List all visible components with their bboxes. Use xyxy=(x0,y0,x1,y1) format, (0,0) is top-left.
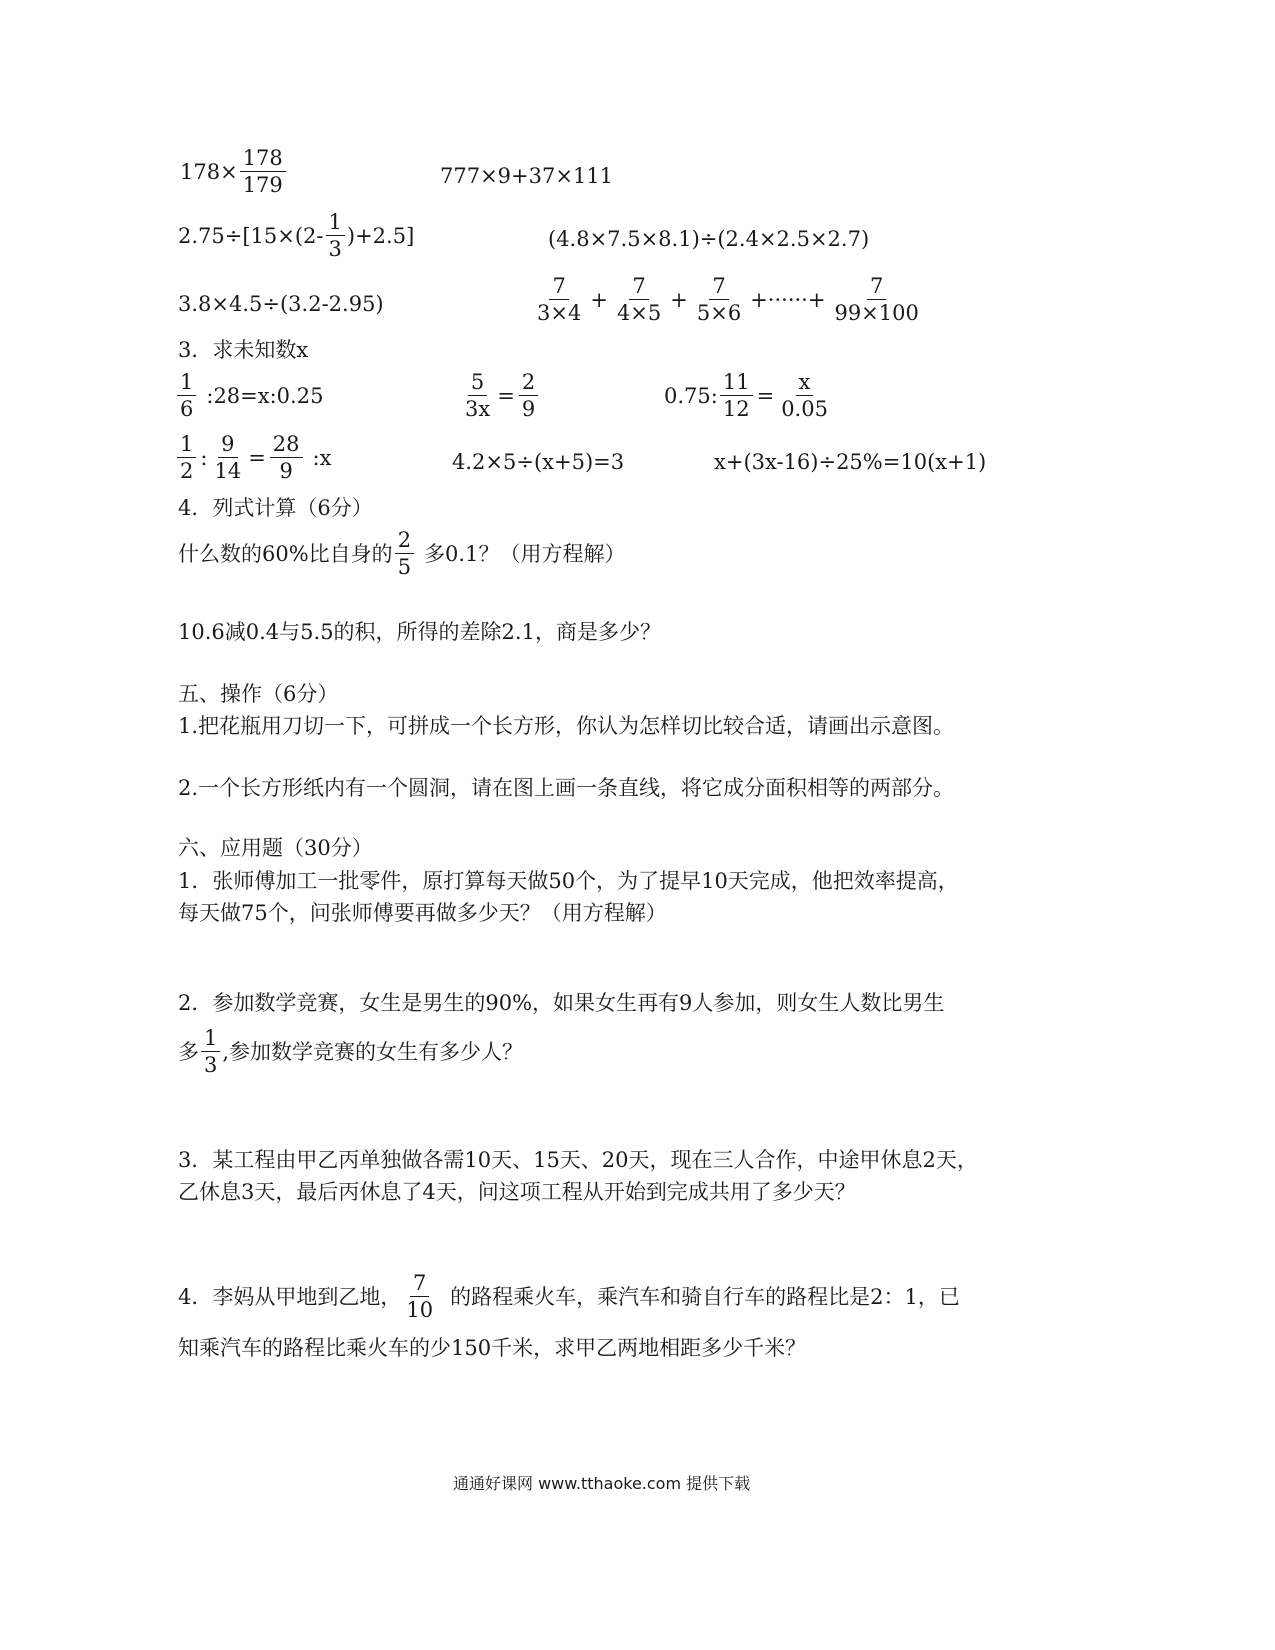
fraction: $\frac{178}{179}$ xyxy=(240,148,286,196)
fraction: $\frac{1}{6}$ xyxy=(177,372,196,420)
section-6-question-3-line-2: 乙休息3天，最后丙休息了4天，问这项工程从开始到完成共用了多少天？ xyxy=(178,1180,856,1204)
section-6-question-4-line-1: 4．李妈从甲地到乙地， $\frac{7}{10}$ 的路程乘火车，乘汽车和骑自行车的路程比是2：1，已 xyxy=(178,1271,960,1322)
section-4-title: 4．列式计算（6分） xyxy=(178,496,373,520)
expr-1 xyxy=(180,148,288,196)
section-4-question-1: 什么数的60%比自身的 $\frac{2}{5}$ 多0.1？（用方程解） xyxy=(178,528,626,579)
equation-1: $\frac{1}{6}$ :28=x:0.25 xyxy=(175,372,323,420)
fraction: $\frac{7}{4\times 5}$ xyxy=(616,274,662,325)
fraction: $\frac{2}{5}$ xyxy=(395,530,414,578)
fraction: $\frac{28}{9}$ xyxy=(270,434,303,482)
section-4-question-2: 10.6减0.4与5.5的积，所得的差除2.1，商是多少？ xyxy=(178,620,661,644)
section-6-question-2-line-2: 多 $\frac{1}{3}$ ,参加数学竞赛的女生有多少人？ xyxy=(178,1026,524,1077)
fraction: $\frac{11}{12}$ xyxy=(720,372,753,420)
footer-credit: 通通好课网 www.tthaoke.com 提供下载 xyxy=(453,1474,751,1493)
section-6-question-1-line-2: 每天做75个，问张师傅要再做多少天？（用方程解） xyxy=(178,901,667,925)
fraction: $\frac{1}{2}$ xyxy=(177,434,196,482)
equation-5: 4.2×5÷(x+5)=3 xyxy=(452,450,625,474)
equation-4: $\frac{1}{2}$ : $\frac{9}{14}$ = $\frac{28}{9}$ :x xyxy=(175,434,331,482)
section-3-title: 3．求未知数x xyxy=(178,338,309,362)
fraction: $\frac{9}{14}$ xyxy=(214,432,242,483)
section-6-title: 六、应用题（30分） xyxy=(178,836,373,860)
equation-2: $\frac{5}{3x}$ = $\frac{2}{9}$ xyxy=(460,372,540,420)
section-6-question-3-line-1: 3．某工程由甲乙丙单独做各需10天、15天、20天，现在三人合作，中途甲休息2天， xyxy=(178,1148,978,1172)
fraction: $\frac{7}{10}$ xyxy=(406,1271,434,1322)
section-5-question-2: 2.一个长方形纸内有一个圆洞，请在图上画一条直线，将它成分面积相等的两部分。 xyxy=(178,776,955,800)
fraction: $\frac{1}{3}$ xyxy=(326,212,345,260)
fraction: $\frac{2}{9}$ xyxy=(519,372,538,420)
section-6-question-4-line-2: 知乘汽车的路程比乘火车的少150千米，求甲乙两地相距多少千米？ xyxy=(178,1336,807,1360)
expr-3-lead: 2.75÷[15×(2- xyxy=(178,223,324,248)
section-6-question-2-line-1: 2．参加数学竞赛，女生是男生的90%，如果女生再有9人参加，则女生人数比男生 xyxy=(178,991,945,1015)
section-6-question-1-line-1: 1．张师傅加工一批零件，原打算每天做50个，为了提早10天完成，他把效率提高， xyxy=(178,869,959,893)
fraction: $\frac{7}{99\times 100}$ xyxy=(834,274,919,325)
expr-1-lead: 178× xyxy=(180,159,238,184)
fraction: $\frac{1}{3}$ xyxy=(201,1028,220,1076)
expr-6: $\frac{7}{3\times 4}$ + $\frac{7}{4\times 5}$ + $\frac{7}{5\times 6}$ +······+ $\frac{7}{99\times 100}$ xyxy=(532,276,924,324)
section-5-title: 五、操作（6分） xyxy=(178,682,339,706)
expr-5: 3.8×4.5÷(3.2-2.95) xyxy=(178,292,384,316)
fraction: $\frac{x}{0.05}$ xyxy=(781,370,828,421)
equation-3: 0.75: $\frac{11}{12}$ = $\frac{x}{0.05}$ xyxy=(664,372,833,420)
section-5-question-1: 1.把花瓶用刀切一下，可拼成一个长方形，你认为怎样切比较合适，请画出示意图。 xyxy=(178,714,955,738)
expr-2: 777×9+37×111 xyxy=(440,164,614,188)
fraction: $\frac{5}{3x}$ xyxy=(465,370,491,421)
fraction: $\frac{7}{3\times 4}$ xyxy=(537,274,582,325)
equation-6: x+(3x-16)÷25%=10(x+1) xyxy=(714,450,987,474)
expr-3-tail: )+2.5] xyxy=(346,223,415,248)
fraction: $\frac{7}{5\times 6}$ xyxy=(696,274,742,325)
expr-3 xyxy=(178,212,414,260)
expr-4: (4.8×7.5×8.1)÷(2.4×2.5×2.7) xyxy=(548,227,870,251)
